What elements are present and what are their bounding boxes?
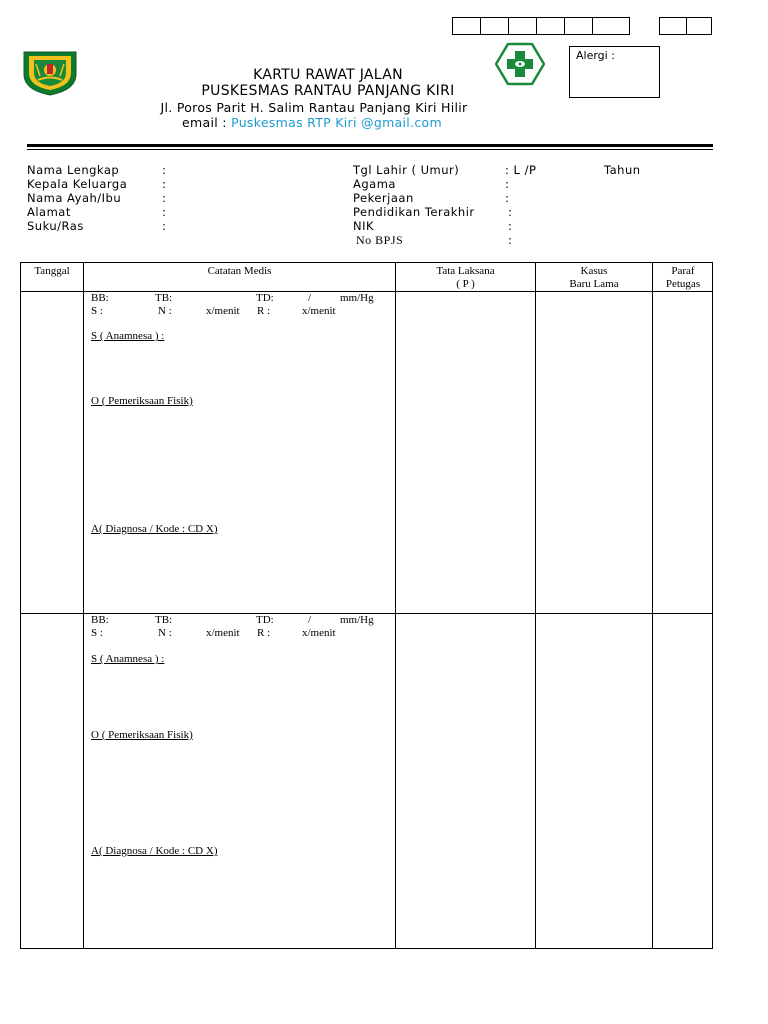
vital-n: N : [158,627,172,639]
header-tanggal: Tanggal [34,265,70,277]
field-label-suku-ras: Suku/Ras [27,219,84,233]
section-anamnesa: S ( Anamnesa ) : [91,330,165,342]
header-paraf: Paraf [671,265,695,277]
header-kasus: Kasus [580,265,608,277]
section-pemeriksaan-fisik: O ( Pemeriksaan Fisik) [91,395,193,407]
field-sep: : [508,233,513,247]
vital-bb: BB: [91,614,109,626]
address: Jl. Poros Parit H. Salim Rantau Panjang Kiri Hilir [160,100,468,115]
vital-bb: BB: [91,292,109,304]
section-pemeriksaan-fisik: O ( Pemeriksaan Fisik) [91,729,193,741]
field-sep: : [162,191,167,205]
vital-mmhg: mm/Hg [340,292,374,304]
field-label-tahun: Tahun [604,163,641,177]
field-label-pekerjaan: Pekerjaan [353,191,414,205]
header-divider-thick [27,144,713,147]
field-label-kepala-keluarga: Kepala Keluarga [27,177,128,191]
header-catatan-medis: Catatan Medis [207,265,272,277]
vital-n-unit: x/menit [206,305,240,317]
column-divider [83,263,84,948]
field-label-pendidikan: Pendidikan Terakhir [353,205,475,219]
vital-td-slash: / [308,614,312,626]
column-divider [652,263,653,948]
header-baru-lama: Baru Lama [569,278,619,290]
vital-s: S : [91,627,103,639]
vital-tb: TB: [155,614,173,626]
registration-number-boxes[interactable] [452,17,630,35]
section-anamnesa: S ( Anamnesa ) : [91,653,165,665]
vital-n: N : [158,305,172,317]
vital-n-unit: x/menit [206,627,240,639]
field-sep: : [508,205,513,219]
institution-name: PUSKESMAS RANTAU PANJANG KIRI [201,83,455,99]
vital-tb: TB: [155,292,173,304]
vital-r-unit: x/menit [302,627,336,639]
email-label: email : [182,115,227,130]
allergy-label: Alergi : [576,49,615,62]
card-title: KARTU RAWAT JALAN [253,67,403,83]
field-label-nama-lengkap: Nama Lengkap [27,163,120,177]
vital-r-unit: x/menit [302,305,336,317]
vital-mmhg: mm/Hg [340,614,374,626]
column-divider [535,263,536,948]
number-box[interactable] [564,17,592,35]
field-label-tgl-lahir: Tgl Lahir ( Umur) [353,163,460,177]
field-sep: : [505,191,510,205]
field-sep: : [508,219,513,233]
field-sep: : [162,205,167,219]
header-divider-thin [27,149,713,150]
number-box[interactable] [480,17,508,35]
column-divider [395,263,396,948]
field-label-no-bpjs: No BPJS [356,233,404,247]
vital-td: TD: [256,292,274,304]
number-box[interactable] [659,17,686,35]
vital-td: TD: [256,614,274,626]
field-sep: : [162,219,167,233]
number-box[interactable] [508,17,536,35]
field-label-alamat: Alamat [27,205,71,219]
field-label-agama: Agama [353,177,396,191]
email-line [0,115,624,130]
number-box[interactable] [592,17,630,35]
field-sep: : [162,163,167,177]
header-petugas: Petugas [665,278,701,290]
header-tata-laksana: Tata Laksana [436,265,495,277]
medical-record-table [20,262,713,949]
vital-td-slash: / [308,292,312,304]
header-tata-laksana-p: ( P ) [456,278,475,290]
vital-r: R : [257,627,271,639]
vital-r: R : [257,305,271,317]
field-sep: : [162,177,167,191]
email-link[interactable]: Puskesmas RTP Kiri @gmail.com [231,115,442,130]
section-diagnosa: A( Diagnosa / Kode : CD X) [91,845,218,857]
field-label-nik: NIK [353,219,375,233]
number-box[interactable] [686,17,712,35]
number-box[interactable] [452,17,480,35]
number-box[interactable] [536,17,564,35]
field-label-nama-ayah-ibu: Nama Ayah/Ibu [27,191,122,205]
field-sep-gender: : L /P [505,163,537,177]
vital-s: S : [91,305,103,317]
field-sep: : [505,177,510,191]
registration-suffix-boxes[interactable] [659,17,712,35]
section-diagnosa: A( Diagnosa / Kode : CD X) [91,523,218,535]
